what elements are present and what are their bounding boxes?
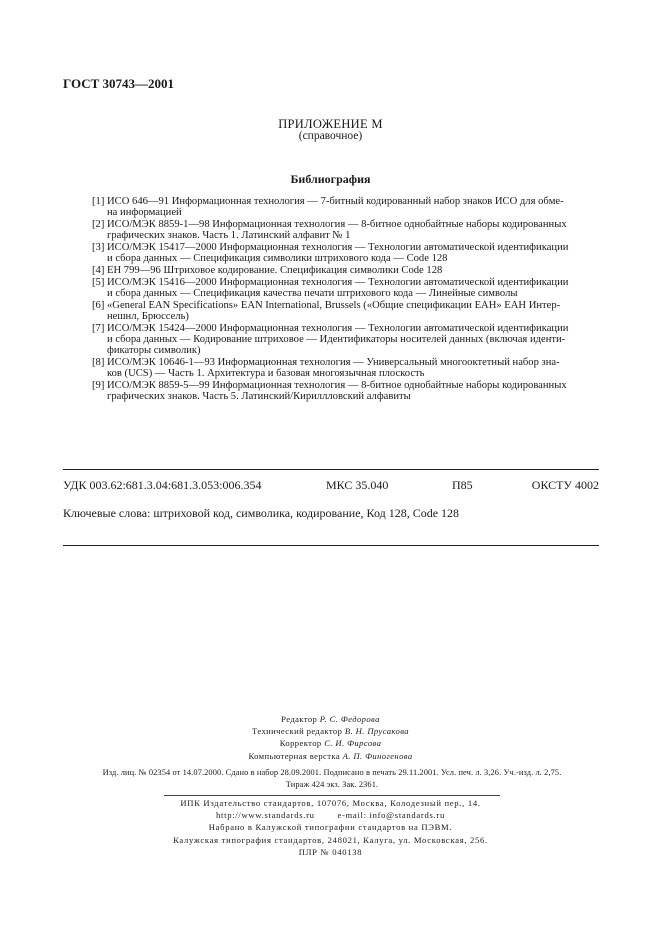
bibliography-item-continuation: и сбора данных — Кодирование штриховое — Идентификаторы носителей данных (включая иденти- xyxy=(107,334,566,345)
publication-line: Тираж 424 экз. Зак. 2361. xyxy=(285,780,379,790)
credit-role: Технический редактор xyxy=(252,726,343,737)
keywords: Ключевые слова: штриховой код, символика, кодирование, Код 128, Code 128 xyxy=(63,506,460,520)
document-code: ГОСТ 30743—2001 xyxy=(63,76,175,91)
imprint-line: Набрано в Калужской типографии стандартов на ПЭВМ. xyxy=(208,822,453,833)
credit-line xyxy=(0,750,661,762)
bibliography-item xyxy=(92,265,600,276)
divider-bottom xyxy=(63,545,599,546)
bibliography-item xyxy=(92,323,600,357)
bibliography-item xyxy=(92,242,600,264)
credit-person: А. П. Финогенова xyxy=(342,750,413,761)
bibliography-item xyxy=(92,196,600,218)
bibliography-item-continuation: ков (UCS) — Часть 1. Архитектура и базовая многоязычная плоскость xyxy=(107,368,425,380)
imprint-line: http://www.standards.ru e-mail: info@standards.ru xyxy=(216,810,445,821)
bibliography-item-continuation: нешнл, Брюссель) xyxy=(107,311,189,322)
bibliography-list xyxy=(92,196,600,403)
group-code: П85 xyxy=(452,478,473,492)
bibliography-item-continuation: графических знаков. Часть 5. Латинский/Кириллловский алфавиты xyxy=(107,391,411,403)
bibliography-title: Библиография xyxy=(290,172,371,186)
bibliography-item-text: [7] ИСО/МЭК 15424—2000 Информационная технология — Технологии автоматической идентификации xyxy=(92,322,569,334)
credit-person: В. Н. Прусакова xyxy=(344,726,409,737)
imprint-line: Калужская типография стандартов, 248021, Калуга, ул. Московская, 256. xyxy=(173,834,488,845)
divider-top xyxy=(63,469,599,470)
bibliography-item xyxy=(92,300,600,322)
mks-code: МКС 35.040 xyxy=(326,478,389,492)
bibliography-item-text: [9] ИСО/МЭК 8859-5—99 Информационная технология — 8-битное однобайтные наборы кодированных xyxy=(92,380,567,391)
credit-person: С. И. Фирсова xyxy=(324,738,382,749)
credit-line xyxy=(0,713,661,725)
credit-role: Редактор xyxy=(281,714,318,724)
bibliography-item-continuation: фикаторы символик) xyxy=(107,345,201,357)
bibliography-item xyxy=(92,277,600,299)
bibliography-item xyxy=(92,357,600,379)
bibliography-item-text: [3] ИСО/МЭК 15417—2000 Информационная технология — Технологии автоматической идентификации xyxy=(92,242,569,253)
bibliography-item-continuation: и сбора данных — Спецификация качества печати штрихового кода — Линейные символы xyxy=(107,288,518,299)
credit-line xyxy=(0,725,661,737)
okstu-code: ОКСТУ 4002 xyxy=(531,478,599,492)
annex-subtitle: (справочное) xyxy=(298,130,363,142)
credit-role: Корректор xyxy=(279,738,322,749)
bibliography-item-text: [5] ИСО/МЭК 15416—2000 Информационная технология — Технологии автоматической идентификации xyxy=(92,276,569,288)
publication-line: Изд. лиц. № 02354 от 14.07.2000. Сдано в набор 28.09.2001. Подписано в печать 29.11.2001. Усл. печ. л. 3,26. Уч.-изд. л. 2,75. xyxy=(102,768,562,777)
annex-title: ПРИЛОЖЕНИЕ М xyxy=(278,117,383,131)
credit-line xyxy=(0,737,661,749)
credit-person: Р. С. Федорова xyxy=(319,714,380,724)
bibliography-item-text: [1] ИСО 646—91 Информационная технология — 7-битный кодированный набор знаков ИСО для обме- xyxy=(92,196,564,207)
bibliography-item-continuation: и сбора данных — Спецификация символики штрихового кода — Code 128 xyxy=(107,253,448,265)
publication-info xyxy=(62,767,602,792)
bibliography-item xyxy=(92,380,600,402)
bibliography-item-text: [2] ИСО/МЭК 8859-1—98 Информационная технология — 8-битное однобайтные наборы кодированных xyxy=(92,219,567,230)
bibliography-item-text: [6] «General EAN Specifications» EAN International, Brussels («Общие спецификации ЕАН» ЕАН Интер- xyxy=(92,299,561,311)
udk-code: УДК 003.62:681.3.04:681.3.053:006.354 xyxy=(63,478,262,492)
bibliography-item xyxy=(92,219,600,241)
bibliography-item-text: [4] ЕН 799—96 Штриховое кодирование. Спецификация символики Code 128 xyxy=(92,265,443,276)
imprint-divider xyxy=(164,795,500,796)
bibliography-item-continuation: на информацией xyxy=(107,207,182,219)
bibliography-item-continuation: графических знаков. Часть 1. Латинский алфавит № 1 xyxy=(107,230,351,242)
imprint-block xyxy=(0,797,661,858)
imprint-line: ИПК Издательство стандартов, 107076, Москва, Колодезный пер., 14. xyxy=(180,798,481,808)
credit-role: Компьютерная верстка xyxy=(248,750,341,761)
bibliography-item-text: [8] ИСО/МЭК 10646-1—93 Информационная технология — Универсальный многооктетный набор зна- xyxy=(92,357,560,368)
imprint-line: ПЛР № 040138 xyxy=(298,846,363,857)
credits-block xyxy=(0,713,661,762)
